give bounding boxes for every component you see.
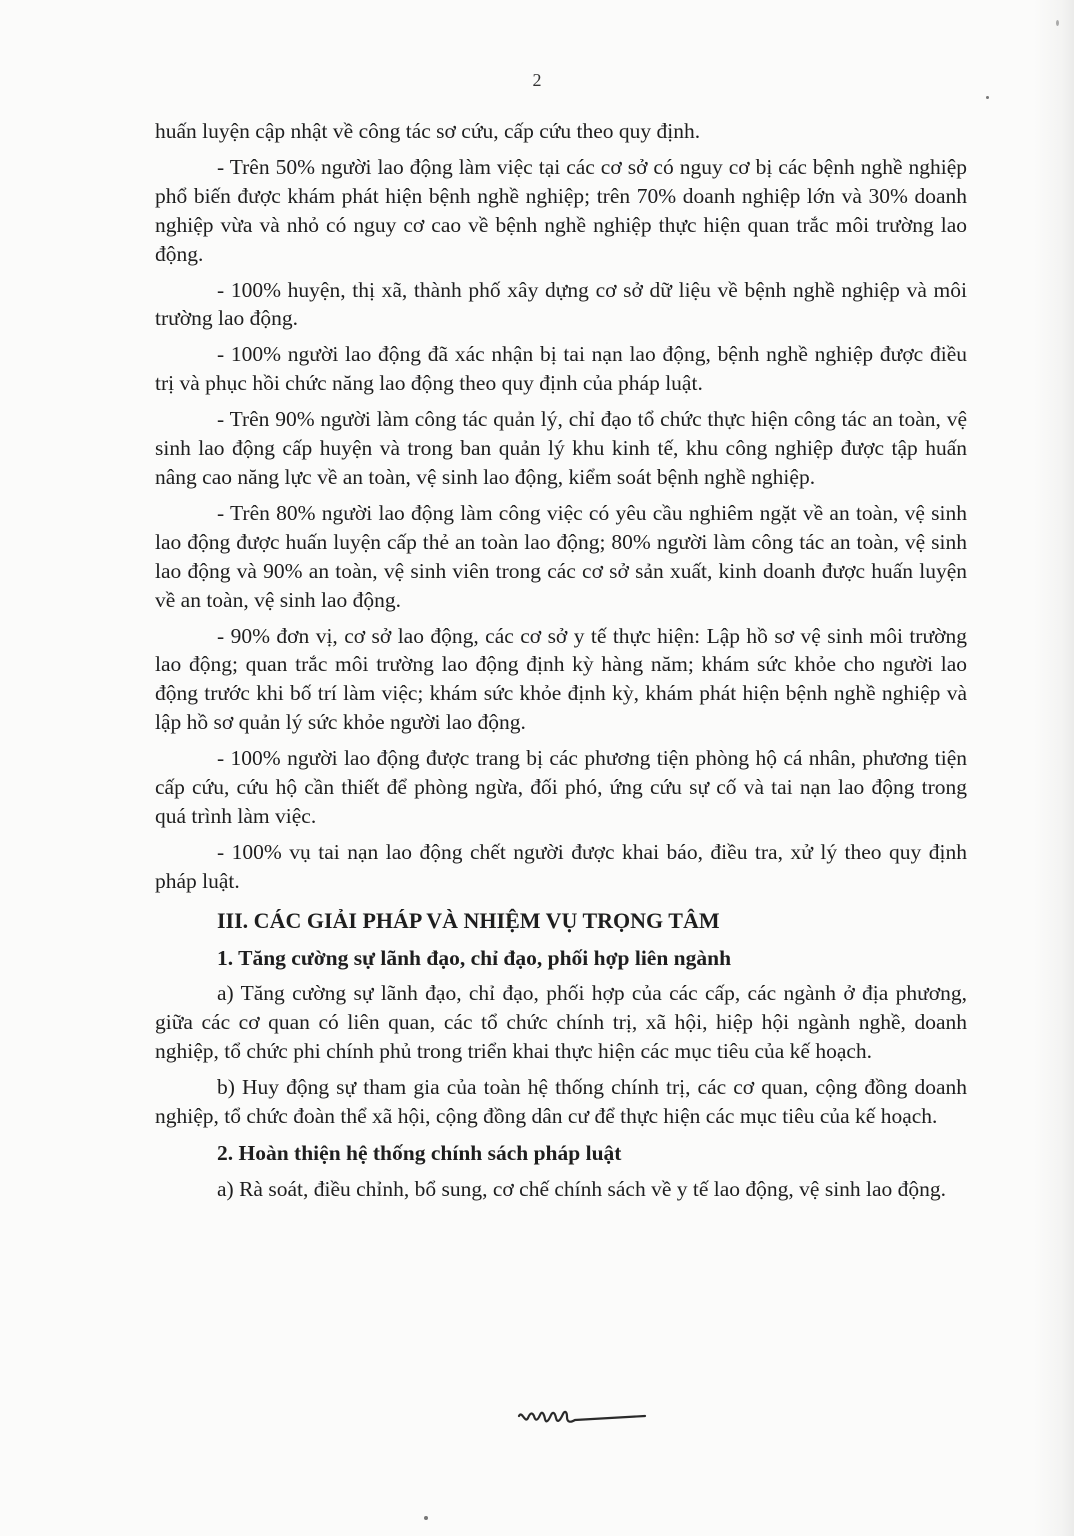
- paragraph-target-treatment: - 100% người lao động đã xác nhận bị tai nạn lao động, bệnh nghề nghiệp được điều trị và phục hồi chức năng lao động theo quy định của pháp luật.: [155, 342, 967, 396]
- paragraph-target-database: - 100% huyện, thị xã, thành phố xây dựng cơ sở dữ liệu về bệnh nghề nghiệp và môi trường lao động.: [155, 277, 967, 331]
- paragraph-target-accident-reporting: - 100% vụ tai nạn lao động chết người được khai báo, điều tra, xử lý theo quy định pháp luật.: [155, 839, 967, 893]
- subsection-1-item-b: b) Huy động sự tham gia của toàn hệ thống chính trị, các cơ quan, cộng đồng doanh nghiệp, tổ chức đoàn thể xã hội, cộng đồng dân cư để thực hiện các mục tiêu của kế hoạch.: [155, 1075, 967, 1129]
- document-body: [155, 117, 967, 1204]
- subsection-1-item-a: a) Tăng cường sự lãnh đạo, chỉ đạo, phối hợp của các cấp, các ngành ở địa phương, giữa các cơ quan có liên quan, các tổ chức chính trị, xã hội, hiệp hội ngành nghề, doanh nghiệp, tổ chức phi chính phủ trong triển khai thực hiện các mục tiêu của kế hoạch.: [155, 981, 967, 1064]
- paragraph-target-management-training: - Trên 90% người làm công tác quản lý, chỉ đạo tổ chức thực hiện công tác an toàn, vệ sinh lao động cấp huyện và trong ban quản lý khu kinh tế, khu công nghiệp được tập huấn nâng cao năng lực về an toàn, vệ sinh lao động, kiểm soát bệnh nghề nghiệp.: [155, 407, 967, 489]
- paragraph-target-health-records: - 90% đơn vị, cơ sở lao động, các cơ sở y tế thực hiện: Lập hồ sơ vệ sinh môi trường lao động; quan trắc môi trường lao động định kỳ hàng năm; khám sức khỏe cho người lao động trước khi bố trí làm việc; khám sức khỏe định kỳ, khám phát hiện bệnh nghề nghiệp và lập hồ sơ quản lý sức khỏe người lao động.: [155, 623, 967, 735]
- scan-speck: [1056, 20, 1059, 26]
- handwritten-initials-signature: [515, 1398, 655, 1438]
- paragraph-target-safety-training: - Trên 80% người lao động làm công việc có yêu cầu nghiêm ngặt về an toàn, vệ sinh lao động được huấn luyện cấp thẻ an toàn lao động; 80% người làm công tác an toàn, vệ sinh lao động và 90% an toàn, vệ sinh viên trong các cơ sở sản xuất, kinh doanh được huấn luyện về an toàn, vệ sinh lao động.: [155, 500, 967, 612]
- page-number: 2: [532, 70, 542, 90]
- scan-shadow-edge: [1034, 0, 1074, 1536]
- section-heading: III. CÁC GIẢI PHÁP VÀ NHIỆM VỤ TRỌNG TÂM: [217, 907, 720, 933]
- paragraph-target-occupational-disease-exam: - Trên 50% người lao động làm việc tại các cơ sở có nguy cơ bị các bệnh nghề nghiệp phổ biến được khám phát hiện bệnh nghề nghiệp; trên 70% doanh nghiệp lớn và 30% doanh nghiệp vừa và nhỏ có nguy cơ cao về bệnh nghề nghiệp thực hiện quan trắc môi trường lao động.: [155, 154, 967, 266]
- scan-speck: [986, 96, 989, 99]
- scan-speck: [424, 1516, 428, 1520]
- paragraph-target-protective-equipment: - 100% người lao động được trang bị các phương tiện phòng hộ cá nhân, phương tiện cấp cứu, cứu hộ cần thiết để phòng ngừa, đối phó, ứng cứu sự cố và tai nạn lao động trong quá trình làm việc.: [155, 746, 967, 828]
- paragraph-continuation: huấn luyện cập nhật về công tác sơ cứu, cấp cứu theo quy định.: [155, 119, 701, 143]
- subsection-1-heading: 1. Tăng cường sự lãnh đạo, chỉ đạo, phối hợp liên ngành: [217, 945, 732, 970]
- subsection-2-item-a: a) Rà soát, điều chỉnh, bổ sung, cơ chế chính sách về y tế lao động, vệ sinh lao động.: [217, 1176, 947, 1201]
- subsection-2-heading: 2. Hoàn thiện hệ thống chính sách pháp luật: [217, 1141, 622, 1165]
